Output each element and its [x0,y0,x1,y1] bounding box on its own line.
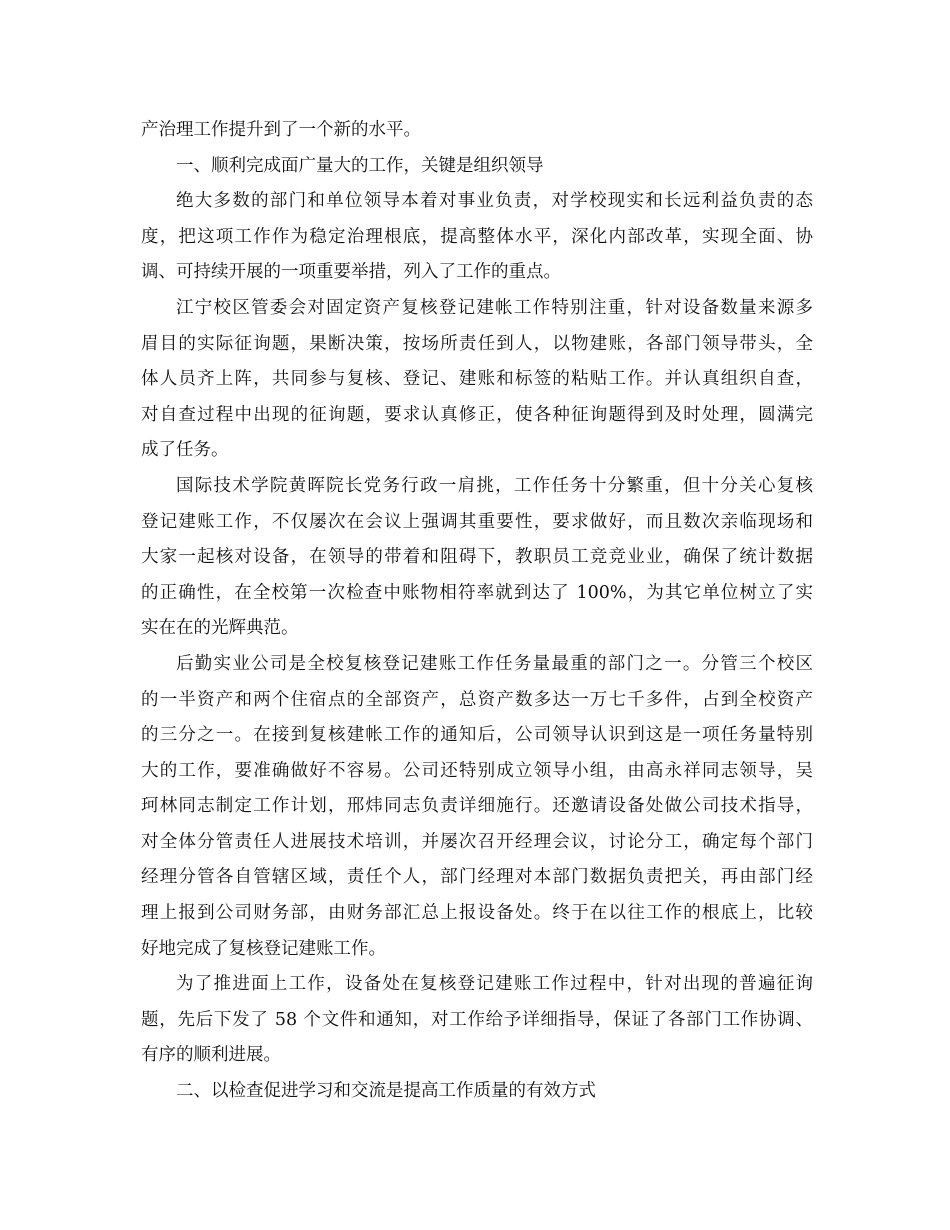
text-line: 成了任务。 [141,440,229,461]
text-line: 对全体分管责任人进展技术培训，并屡次召开经理会议，讨论分工，确定每个部门 [141,831,813,852]
text-line: 好地完成了复核登记建账工作。 [141,938,386,959]
text-line: 后勤实业公司是全校复核登记建账工作任务量最重的部门之一。分管三个校区 [176,653,813,674]
text-line: 题，先后下发了 58 个文件和通知，对工作给予详细指导，保证了各部门工作协调、 [141,1009,813,1030]
text-line: 调、可持续开展的一项重要举措，列入了工作的重点。 [141,262,561,283]
text-line: 经理分管各自管辖区域，责任个人，部门经理对本部门数据负责把关，再由部门经 [141,867,813,888]
text-line: 度，把这项工作作为稳定治理根底，提高整体水平，深化内部改革，实现全面、协 [141,226,813,247]
text-line: 大家一起核对设备，在领导的带着和阻碍下，教职员工竞竞业业，确保了统计数据 [141,547,813,568]
text-line: 大的工作，要准确做好不容易。公司还特别成立领导小组，由高永祥同志领导，吴 [141,760,813,781]
text-line: 理上报到公司财务部，由财务部汇总上报设备处。终于在以往工作的根底上，比较 [141,903,813,924]
text-line: 有序的顺利进展。 [141,1045,281,1066]
text-line: 产治理工作提升到了一个新的水平。 [141,120,421,140]
text-line: 眉目的实际征询题，果断决策，按场所责任到人，以物建账，各部门领导带头，全 [141,333,813,354]
text-line: 体人员齐上阵，共同参与复核、登记、建账和标签的粘贴工作。并认真组织自查， [141,369,813,390]
text-line: 国际技术学院黄晖院长党务行政一肩挑，工作任务十分繁重，但十分关心复核 [176,475,813,496]
text-line: 的正确性，在全校第一次检查中账物相符率就到达了 100%，为其它单位树立了实 [141,582,813,603]
text-line: 的一半资产和两个住宿点的全部资产，总资产数多达一万七千多件，占到全校资产 [141,689,813,710]
text-line: 登记建账工作，不仅屡次在会议上强调其重要性，要求做好，而且数次亲临现场和 [141,511,813,532]
text-line: 实在在的光辉典范。 [141,618,299,639]
text-line: 的三分之一。在接到复核建帐工作的通知后，公司领导认识到这是一项任务量特别 [141,725,813,746]
document-body [141,113,813,1110]
text-line: 为了推进面上工作，设备处在复核登记建账工作过程中，针对出现的普遍征询 [176,974,813,995]
text-line: 江宁校区管委会对固定资产复核登记建帐工作特别注重，针对设备数量来源多 [176,297,813,318]
text-line: 对自查过程中出现的征询题，要求认真修正，使各种征询题得到及时处理，圆满完 [141,404,813,425]
text-line: 珂林同志制定工作计划，邢炜同志负责详细施行。还邀请设备处做公司技术指导， [141,796,813,817]
text-line: 二、以检查促进学习和交流是提高工作质量的有效方式 [176,1081,596,1102]
text-line: 一、顺利完成面广量大的工作，关键是组织领导 [176,155,544,176]
text-line: 绝大多数的部门和单位领导本着对事业负责，对学校现实和长远利益负责的态 [176,191,813,212]
